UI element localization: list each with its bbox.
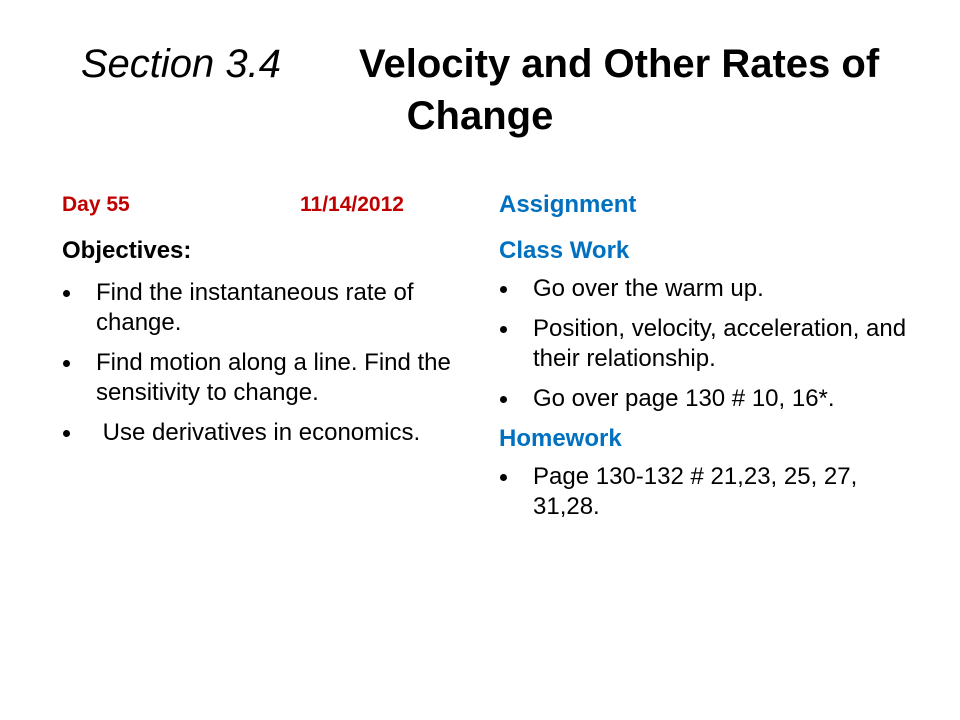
- classwork-item: [499, 384, 909, 414]
- title-topic: Velocity and Other Rates of Change: [359, 42, 880, 138]
- bullet-icon: [500, 326, 507, 333]
- classwork-item: [499, 314, 909, 374]
- objectives-heading: Objectives:: [62, 237, 192, 264]
- homework-heading: Homework: [499, 425, 622, 452]
- objective-item: [62, 348, 462, 408]
- assignment-heading: Assignment: [499, 191, 637, 218]
- objective-text: Find motion along a line. Find the sensitivity to change.: [96, 349, 451, 406]
- classwork-text: Go over the warm up.: [533, 275, 764, 302]
- classwork-item: [499, 274, 909, 304]
- objective-item: [62, 278, 462, 338]
- date-label: 11/14/2012: [300, 193, 404, 216]
- bullet-icon: [500, 474, 507, 481]
- bullet-icon: [500, 396, 507, 403]
- bullet-icon: [63, 290, 70, 297]
- objectives-list: [62, 278, 462, 448]
- bullet-icon: [63, 430, 70, 437]
- day-date-line: [62, 190, 462, 224]
- classwork-text: Position, velocity, acceleration, and their relationship.: [533, 315, 907, 372]
- homework-text: Page 130-132 # 21,23, 25, 27, 31,28.: [533, 463, 858, 520]
- day-label: Day 55: [62, 193, 130, 216]
- objective-text: Find the instantaneous rate of change.: [96, 279, 414, 336]
- left-column: [62, 190, 462, 458]
- homework-list: [499, 462, 909, 522]
- bullet-icon: [63, 360, 70, 367]
- classwork-heading: Class Work: [499, 237, 630, 264]
- slide-title: [40, 38, 920, 142]
- homework-item: [499, 462, 909, 522]
- title-section: Section 3.4: [80, 42, 281, 86]
- objective-item: [62, 418, 462, 448]
- bullet-icon: [500, 286, 507, 293]
- right-column: [499, 190, 909, 532]
- objective-text: Use derivatives in economics.: [96, 419, 421, 446]
- classwork-list: [499, 274, 909, 414]
- classwork-text: Go over page 130 # 10, 16*.: [533, 385, 835, 412]
